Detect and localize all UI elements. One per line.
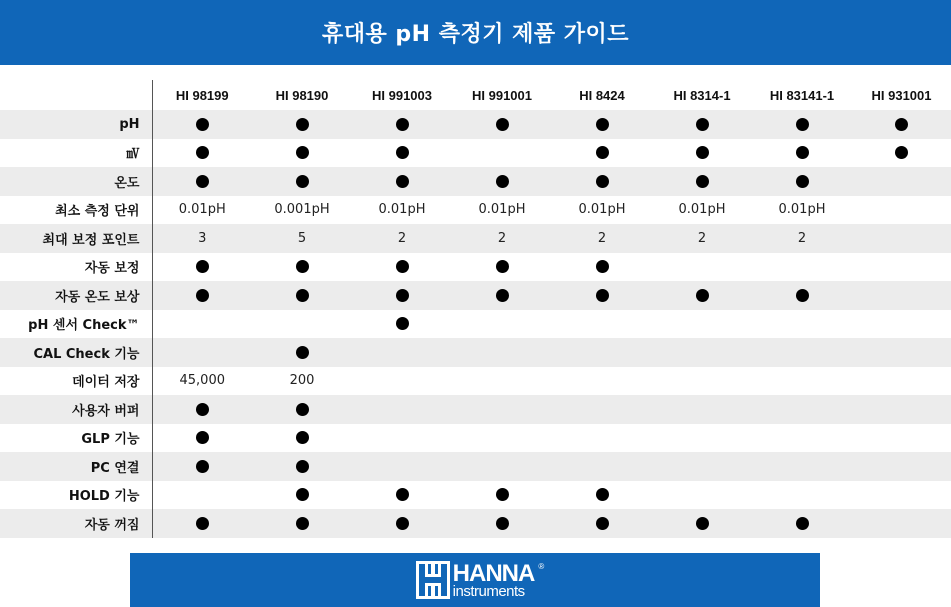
feature-dot-cell <box>752 509 852 538</box>
hanna-logo-icon <box>416 561 450 599</box>
row-label: 데이터 저장 <box>0 367 152 396</box>
value-cell <box>552 338 652 367</box>
feature-dot-cell <box>552 509 652 538</box>
feature-dot-icon <box>396 260 409 273</box>
feature-dot-cell <box>452 167 552 196</box>
value-cell <box>852 367 951 396</box>
table-row <box>0 253 951 282</box>
feature-dot-icon <box>396 175 409 188</box>
feature-dot-icon <box>296 431 309 444</box>
table-row <box>0 310 951 339</box>
feature-dot-icon <box>396 317 409 330</box>
value-cell <box>452 395 552 424</box>
row-label: CAL Check 기능 <box>0 338 152 367</box>
value-cell <box>752 424 852 453</box>
feature-dot-cell <box>152 139 252 168</box>
value-cell <box>852 224 951 253</box>
row-label: 자동 보정 <box>0 253 152 282</box>
column-header-model: HI 931001 <box>871 87 932 103</box>
value-cell <box>352 367 452 396</box>
feature-dot-cell <box>252 395 352 424</box>
table-row <box>0 281 951 310</box>
row-label: ㎷ <box>0 139 152 168</box>
value-cell <box>652 310 752 339</box>
value-cell <box>652 424 752 453</box>
value-cell <box>452 367 552 396</box>
feature-dot-icon <box>796 118 809 131</box>
value-cell: 200 <box>252 367 352 396</box>
value-cell: 0.01pH <box>152 196 252 225</box>
feature-dot-cell <box>552 253 652 282</box>
feature-dot-cell <box>752 110 852 139</box>
table-row <box>0 110 951 139</box>
value-cell <box>452 452 552 481</box>
logo-registered-mark: ® <box>538 561 544 571</box>
value-cell <box>852 281 951 310</box>
feature-dot-icon <box>196 260 209 273</box>
table-body <box>0 110 951 538</box>
feature-dot-cell <box>652 110 752 139</box>
feature-dot-cell <box>252 509 352 538</box>
feature-dot-cell <box>352 310 452 339</box>
table-row <box>0 196 951 225</box>
value-cell <box>552 452 652 481</box>
feature-dot-icon <box>796 146 809 159</box>
feature-dot-icon <box>596 260 609 273</box>
feature-dot-icon <box>496 488 509 501</box>
feature-dot-cell <box>252 110 352 139</box>
row-label: 최대 보정 포인트 <box>0 224 152 253</box>
value-cell: 45,000 <box>152 367 252 396</box>
feature-dot-icon <box>296 260 309 273</box>
feature-dot-icon <box>196 146 209 159</box>
row-label: 자동 온도 보상 <box>0 281 152 310</box>
feature-dot-icon <box>196 118 209 131</box>
value-cell <box>552 395 652 424</box>
feature-dot-icon <box>396 146 409 159</box>
feature-dot-cell <box>552 481 652 510</box>
value-cell <box>552 424 652 453</box>
table-row <box>0 367 951 396</box>
column-header-model: HI 98199 <box>175 87 229 103</box>
value-cell: 0.01pH <box>752 196 852 225</box>
value-cell <box>752 367 852 396</box>
feature-dot-cell <box>152 110 252 139</box>
feature-dot-icon <box>596 289 609 302</box>
value-cell <box>452 310 552 339</box>
column-header-model: HI 991003 <box>372 87 432 103</box>
feature-dot-icon <box>596 517 609 530</box>
feature-dot-icon <box>895 146 908 159</box>
value-cell: 2 <box>552 224 652 253</box>
value-cell <box>152 310 252 339</box>
value-cell <box>852 424 951 453</box>
feature-dot-icon <box>296 118 309 131</box>
value-cell <box>152 481 252 510</box>
value-cell <box>852 310 951 339</box>
value-cell <box>852 509 951 538</box>
feature-dot-cell <box>152 509 252 538</box>
feature-dot-icon <box>696 289 709 302</box>
feature-dot-cell <box>152 167 252 196</box>
feature-dot-icon <box>895 118 908 131</box>
value-cell: 0.01pH <box>652 196 752 225</box>
value-cell: 3 <box>152 224 252 253</box>
value-cell <box>652 253 752 282</box>
table-row <box>0 167 951 196</box>
feature-dot-icon <box>396 289 409 302</box>
logo-sub-text: instruments <box>452 582 525 600</box>
value-cell <box>652 452 752 481</box>
product-guide-table <box>0 80 951 538</box>
feature-dot-icon <box>196 289 209 302</box>
value-cell <box>652 367 752 396</box>
feature-dot-icon <box>196 460 209 473</box>
feature-dot-icon <box>396 488 409 501</box>
feature-dot-cell <box>252 281 352 310</box>
feature-dot-icon <box>696 118 709 131</box>
feature-dot-cell <box>652 281 752 310</box>
feature-dot-icon <box>596 118 609 131</box>
table-row <box>0 224 951 253</box>
feature-dot-cell <box>652 139 752 168</box>
value-cell <box>852 196 951 225</box>
feature-dot-icon <box>296 346 309 359</box>
feature-dot-cell <box>452 509 552 538</box>
column-header-model: HI 8424 <box>579 87 625 103</box>
value-cell <box>652 395 752 424</box>
feature-dot-cell <box>852 139 951 168</box>
value-cell: 2 <box>752 224 852 253</box>
feature-dot-cell <box>352 481 452 510</box>
feature-dot-icon <box>296 403 309 416</box>
feature-dot-cell <box>552 110 652 139</box>
value-cell <box>352 452 452 481</box>
feature-dot-icon <box>796 175 809 188</box>
value-cell: 0.01pH <box>552 196 652 225</box>
page-header <box>0 0 951 65</box>
value-cell <box>652 481 752 510</box>
feature-dot-icon <box>196 175 209 188</box>
feature-dot-icon <box>596 488 609 501</box>
feature-dot-icon <box>696 175 709 188</box>
row-label: 사용자 버퍼 <box>0 395 152 424</box>
value-cell: 0.001pH <box>252 196 352 225</box>
feature-dot-icon <box>296 460 309 473</box>
feature-dot-cell <box>252 481 352 510</box>
feature-dot-cell <box>252 139 352 168</box>
value-cell <box>452 139 552 168</box>
row-label: 온도 <box>0 167 152 196</box>
feature-dot-cell <box>552 167 652 196</box>
feature-dot-cell <box>252 167 352 196</box>
feature-dot-icon <box>196 403 209 416</box>
feature-dot-icon <box>596 175 609 188</box>
feature-dot-cell <box>552 281 652 310</box>
value-cell <box>652 338 752 367</box>
table-row <box>0 395 951 424</box>
table-row <box>0 481 951 510</box>
feature-dot-icon <box>396 517 409 530</box>
column-header-model: HI 991001 <box>472 87 532 103</box>
value-cell: 2 <box>352 224 452 253</box>
column-header-model: HI 98190 <box>275 87 329 103</box>
feature-dot-cell <box>152 424 252 453</box>
feature-dot-cell <box>852 110 951 139</box>
feature-dot-icon <box>696 517 709 530</box>
feature-dot-cell <box>752 281 852 310</box>
feature-dot-icon <box>296 146 309 159</box>
value-cell: 2 <box>452 224 552 253</box>
feature-dot-icon <box>496 260 509 273</box>
feature-dot-cell <box>152 253 252 282</box>
table-row <box>0 338 951 367</box>
row-label: PC 연결 <box>0 452 152 481</box>
feature-dot-icon <box>696 146 709 159</box>
hanna-logo <box>416 559 544 600</box>
value-cell <box>452 338 552 367</box>
feature-dot-cell <box>552 139 652 168</box>
feature-dot-cell <box>152 395 252 424</box>
value-cell <box>452 424 552 453</box>
feature-dot-icon <box>796 517 809 530</box>
feature-dot-cell <box>452 253 552 282</box>
value-cell <box>252 310 352 339</box>
column-header-model: HI 8314-1 <box>673 87 731 103</box>
feature-dot-cell <box>452 481 552 510</box>
feature-dot-cell <box>352 110 452 139</box>
logo-brand-text: HANNA <box>452 559 535 587</box>
feature-dot-cell <box>452 110 552 139</box>
table-row <box>0 424 951 453</box>
value-cell <box>852 481 951 510</box>
row-label: HOLD 기능 <box>0 481 152 510</box>
row-label: pH <box>0 110 152 139</box>
feature-dot-icon <box>496 517 509 530</box>
feature-dot-cell <box>452 281 552 310</box>
value-cell <box>752 253 852 282</box>
value-cell <box>752 481 852 510</box>
value-cell: 0.01pH <box>352 196 452 225</box>
table-row <box>0 139 951 168</box>
page-title: 휴대용 pH 측정기 제품 가이드 <box>321 22 630 47</box>
feature-dot-icon <box>196 517 209 530</box>
row-label: 최소 측정 단위 <box>0 196 152 225</box>
value-cell: 5 <box>252 224 352 253</box>
feature-dot-cell <box>652 509 752 538</box>
feature-dot-cell <box>252 424 352 453</box>
footer-banner <box>130 553 820 607</box>
value-cell <box>852 253 951 282</box>
value-cell <box>552 310 652 339</box>
feature-dot-cell <box>152 452 252 481</box>
feature-dot-cell <box>352 253 452 282</box>
feature-dot-icon <box>496 175 509 188</box>
feature-dot-icon <box>296 517 309 530</box>
value-cell <box>752 452 852 481</box>
feature-dot-icon <box>596 146 609 159</box>
value-cell: 0.01pH <box>452 196 552 225</box>
feature-dot-icon <box>396 118 409 131</box>
value-cell <box>752 338 852 367</box>
value-cell <box>852 338 951 367</box>
value-cell <box>852 395 951 424</box>
value-cell <box>752 395 852 424</box>
feature-dot-cell <box>352 509 452 538</box>
column-header-model: HI 83141-1 <box>769 87 835 103</box>
feature-dot-cell <box>252 338 352 367</box>
feature-dot-cell <box>652 167 752 196</box>
table-row <box>0 509 951 538</box>
feature-dot-cell <box>352 139 452 168</box>
row-label: GLP 기능 <box>0 424 152 453</box>
feature-dot-cell <box>252 452 352 481</box>
value-cell <box>852 452 951 481</box>
feature-dot-cell <box>752 139 852 168</box>
value-cell <box>352 395 452 424</box>
row-label: pH 센서 Check™ <box>0 310 152 339</box>
feature-dot-cell <box>152 281 252 310</box>
feature-dot-icon <box>496 118 509 131</box>
feature-dot-icon <box>496 289 509 302</box>
feature-dot-icon <box>296 175 309 188</box>
feature-dot-icon <box>796 289 809 302</box>
value-cell <box>752 310 852 339</box>
value-cell <box>352 338 452 367</box>
feature-dot-icon <box>296 488 309 501</box>
value-cell <box>352 424 452 453</box>
value-cell: 2 <box>652 224 752 253</box>
table-header-row <box>0 80 951 110</box>
value-cell <box>552 367 652 396</box>
header-corner <box>0 80 152 110</box>
feature-dot-cell <box>752 167 852 196</box>
table-row <box>0 452 951 481</box>
row-label: 자동 꺼짐 <box>0 509 152 538</box>
feature-dot-cell <box>352 167 452 196</box>
feature-dot-cell <box>252 253 352 282</box>
feature-dot-cell <box>352 281 452 310</box>
feature-dot-icon <box>196 431 209 444</box>
feature-dot-icon <box>296 289 309 302</box>
value-cell <box>152 338 252 367</box>
value-cell <box>852 167 951 196</box>
